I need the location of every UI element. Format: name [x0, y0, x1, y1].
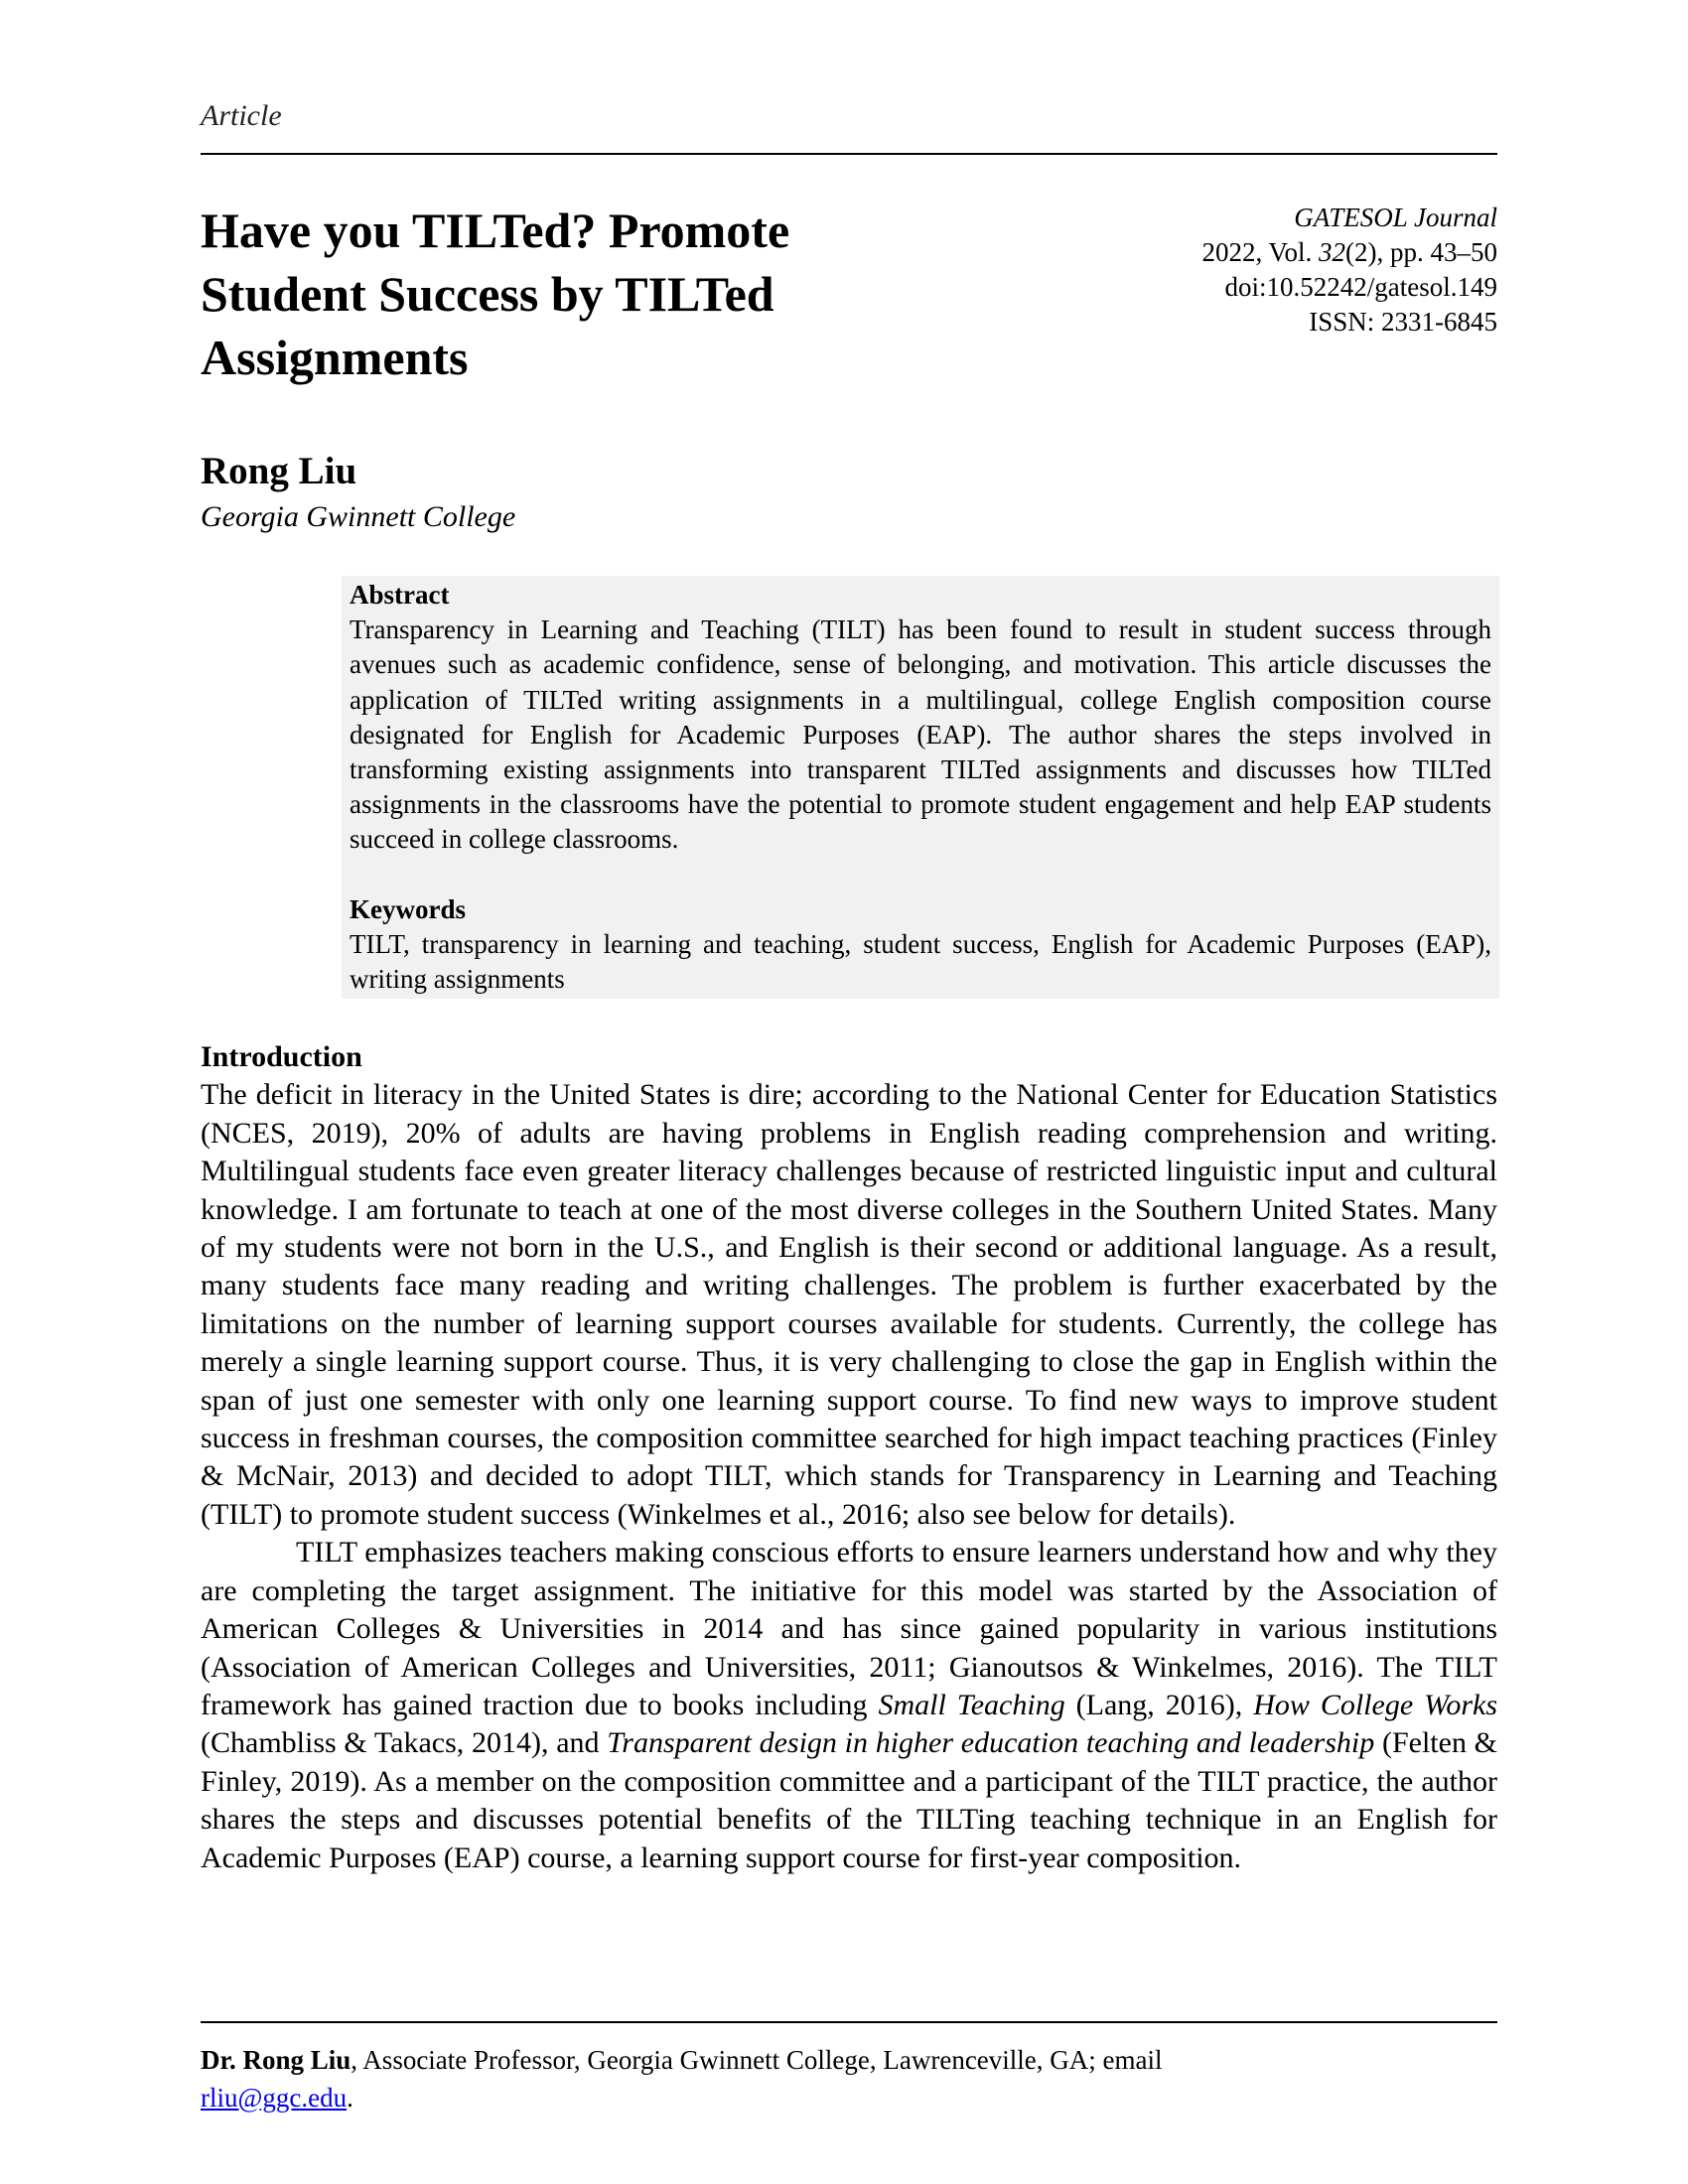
journal-issue-pages: (2), pp. 43–50: [1345, 237, 1497, 267]
title-line-1: Have you TILTed? Promote: [201, 203, 790, 258]
title-line-2: Student Success by TILTed: [201, 266, 774, 322]
keywords-text: TILT, transparency in learning and teaching, student success, English for Academic Purposes (EAP), writing assignments: [350, 928, 1491, 995]
book-title-how-college-works: How College Works: [1253, 1688, 1498, 1721]
journal-info: [1201, 201, 1497, 340]
introduction-heading: Introduction: [201, 1040, 362, 1073]
paragraph-2-text-3: (Chambliss & Takacs, 2014), and: [201, 1726, 608, 1760]
footnote-author: Dr. Rong Liu: [201, 2045, 352, 2075]
footnote-details: , Associate Professor, Georgia Gwinnett College, Lawrenceville, GA; email: [351, 2045, 1163, 2075]
journal-issn: ISSN: 2331-6845: [1309, 307, 1497, 337]
footnote-rule: [201, 2021, 1497, 2023]
introduction-paragraph-1: The deficit in literacy in the United States is dire; according to the National Center for Education Statistics (NCES, 2019), 20% of adults are having problems in English reading comprehension and writing. Multilingual students face even greater literacy challenges because of restricted linguistic input and cultural knowledge. I am fortunate to teach at one of the most diverse colleges in the Southern United States. Many of my students were not born in the U.S., and English is their second or additional language. As a result, many students face many reading and writing challenges. The problem is further exacerbated by the limitations on the number of learning support courses available for students. Currently, the college has merely a single learning support course. Thus, it is very challenging to close the gap in English within the span of just one semester with only one learning support course. To find new ways to improve student success in freshman courses, the composition committee searched for high impact teaching practices (Finley & McNair, 2013) and decided to adopt TILT, which stands for Transparency in Learning and Teaching (TILT) to promote student success (Winkelmes et al., 2016; also see below for details).: [201, 1078, 1497, 1531]
journal-year-vol: 2022, Vol.: [1201, 237, 1320, 267]
author-affiliation: Georgia Gwinnett College: [201, 500, 516, 533]
journal-name: GATESOL Journal: [1294, 203, 1497, 232]
abstract-text: Transparency in Learning and Teaching (TILT) has been found to result in student success through avenues such as academic confidence, sense of belonging, and motivation. This article discusses the application of TILTed writing assignments in a multilingual, college English composition course designated for English for Academic Purposes (EAP). The author shares the steps involved in transforming existing assignments into transparent TILTed assignments and discusses how TILTed assignments in the classrooms have the potential to promote student engagement and help EAP students succeed in college classrooms.: [350, 614, 1491, 855]
abstract-heading: Abstract: [350, 580, 450, 610]
author-footnote: [201, 2041, 1497, 2116]
author-email-link[interactable]: rliu@ggc.edu: [201, 2083, 348, 2113]
journal-volume-line: [1201, 235, 1497, 270]
abstract-box: [342, 576, 1499, 999]
book-title-transparent-design: Transparent design in higher education teaching and leadership: [607, 1726, 1375, 1760]
header-rule: [201, 153, 1497, 155]
footnote-period: .: [347, 2083, 353, 2113]
title-line-3: Assignments: [201, 330, 469, 385]
article-body: [201, 1038, 1497, 1877]
author-name: Rong Liu: [201, 450, 357, 492]
paragraph-2-text-4: (Felten & Finley, 2019). As a member on the composition committee and a participant of the TILT practice, the author shares the steps and discusses potential benefits of the TILTing teaching technique in an English for Academic Purposes (EAP) course, a learning support course for first-year composition.: [201, 1726, 1498, 1874]
article-title: [201, 199, 955, 389]
journal-volume: 32: [1319, 237, 1346, 267]
paragraph-2-text-2: (Lang, 2016),: [1064, 1688, 1254, 1721]
keywords-heading: Keywords: [350, 893, 466, 924]
journal-doi: doi:10.52242/gatesol.149: [1224, 272, 1497, 302]
introduction-paragraph-2: [201, 1534, 1497, 1877]
book-title-small-teaching: Small Teaching: [878, 1688, 1065, 1721]
section-label: Article: [201, 99, 282, 132]
paragraph-2-text-1: TILT emphasizes teachers making conscious efforts to ensure learners understand how and why they are completing the target assignment. The initiative for this model was started by the Association of American Colleges & Universities in 2014 and has since gained popularity in various institutions (Association of American Colleges and Universities, 2011; Gianoutsos & Winkelmes, 2016). The TILT framework has gained traction due to books including: [201, 1536, 1497, 1721]
